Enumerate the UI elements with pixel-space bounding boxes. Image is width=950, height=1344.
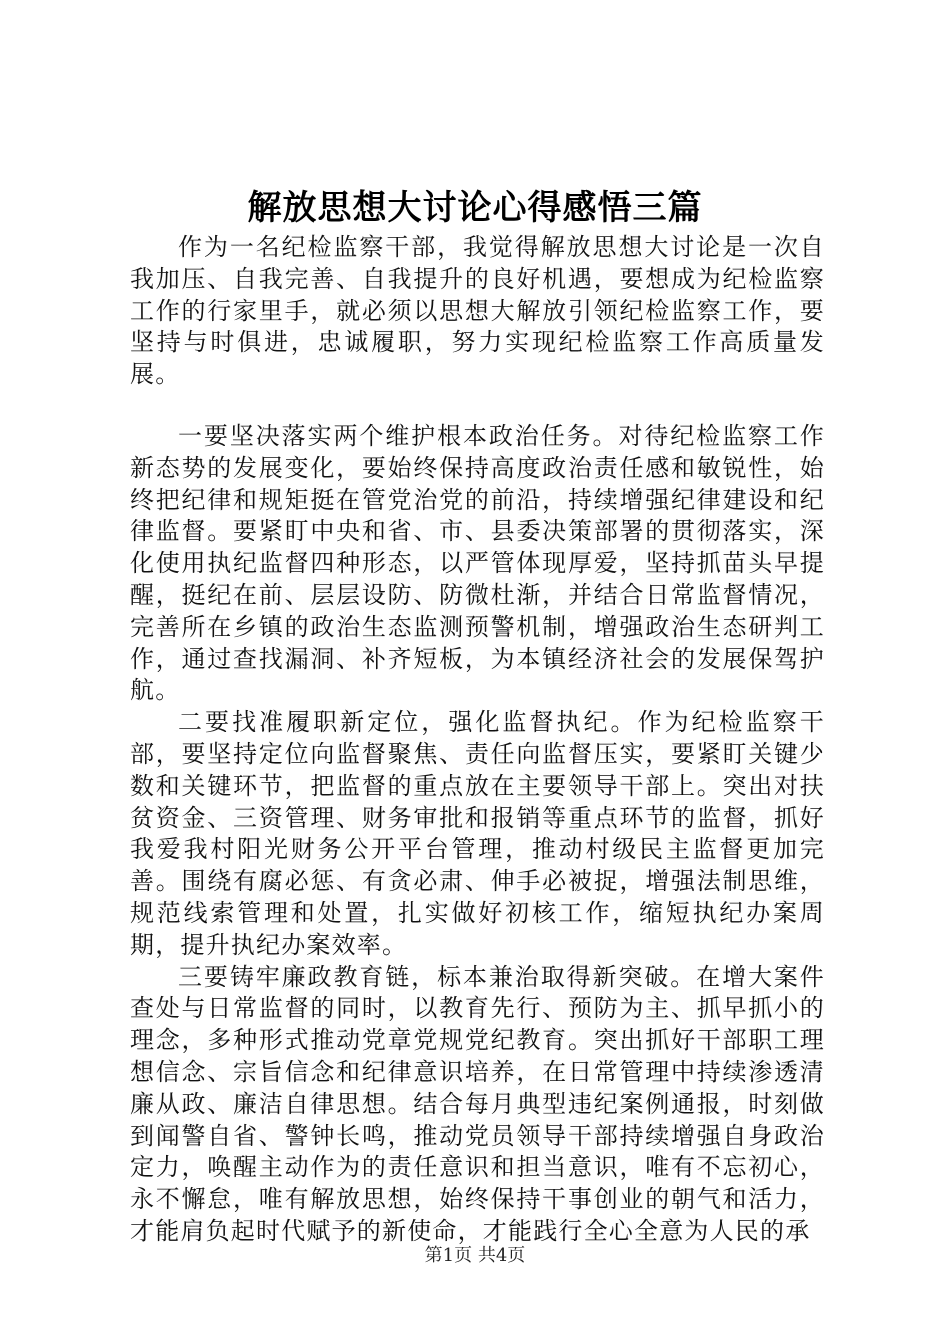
page-number-footer: 第1页 共4页 bbox=[424, 1245, 526, 1266]
paragraph-intro: 作为一名纪检监察干部，我觉得解放思想大讨论是一次自我加压、自我完善、自我提升的良好机遇，要想成为纪检监察工作的行家里手，就必须以思想大解放引领纪检监察工作，要坚持与时俱进，忠诚履职，努力实现纪检监察工作高质量发展。 bbox=[130, 233, 825, 389]
paragraph-point-three: 三要铸牢廉政教育链，标本兼治取得新突破。在增大案件查处与日常监督的同时，以教育先行、预防为主、抓早抓小的理念，多种形式推动党章党规党纪教育。突出抓好干部职工理想信念、宗旨信念和纪律意识培养，在日常管理中持续渗透清廉从政、廉洁自律思想。结合每月典型违纪案例通报，时刻做到闻警自省、警钟长鸣，推动党员领导干部持续增强自身政治定力，唤醒主动作为的责任意识和担当意识，唯有不忘初心，永不懈怠，唯有解放思想，始终保持干事创业的朝气和活力，才能肩负起时代赋予的新使命，才能践行全心全意为人民的承 bbox=[130, 962, 825, 1245]
document-body bbox=[130, 232, 825, 1248]
page-title: 解放思想大讨论心得感悟三篇 bbox=[247, 188, 703, 228]
paragraph-spacer bbox=[130, 391, 825, 421]
paragraph-point-one: 一要坚决落实两个维护根本政治任务。对待纪检监察工作新态势的发展变化，要始终保持高度政治责任感和敏锐性，始终把纪律和规矩挺在管党治党的前沿，持续增强纪律建设和纪律监督。要紧盯中央和省、市、县委决策部署的贯彻落实，深化使用执纪监督四种形态，以严管体现厚爱，坚持抓苗头早提醒，挺纪在前、层层设防、防微杜渐，并结合日常监督情况，完善所在乡镇的政治生态监测预警机制，增强政治生态研判工作，通过查找漏洞、补齐短板，为本镇经济社会的发展保驾护航。 bbox=[130, 421, 825, 705]
paragraph-point-two: 二要找准履职新定位，强化监督执纪。作为纪检监察干部，要坚持定位向监督聚焦、责任向监督压实，要紧盯关键少数和关键环节，把监督的重点放在主要领导干部上。突出对扶贫资金、三资管理、财务审批和报销等重点环节的监督，抓好我爱我村阳光财务公开平台管理，推动村级民主监督更加完善。围绕有腐必惩、有贪必肃、伸手必被捉，增强法制思维，规范线索管理和处置，扎实做好初核工作，缩短执纪办案周期，提升执纪办案效率。 bbox=[130, 708, 825, 959]
